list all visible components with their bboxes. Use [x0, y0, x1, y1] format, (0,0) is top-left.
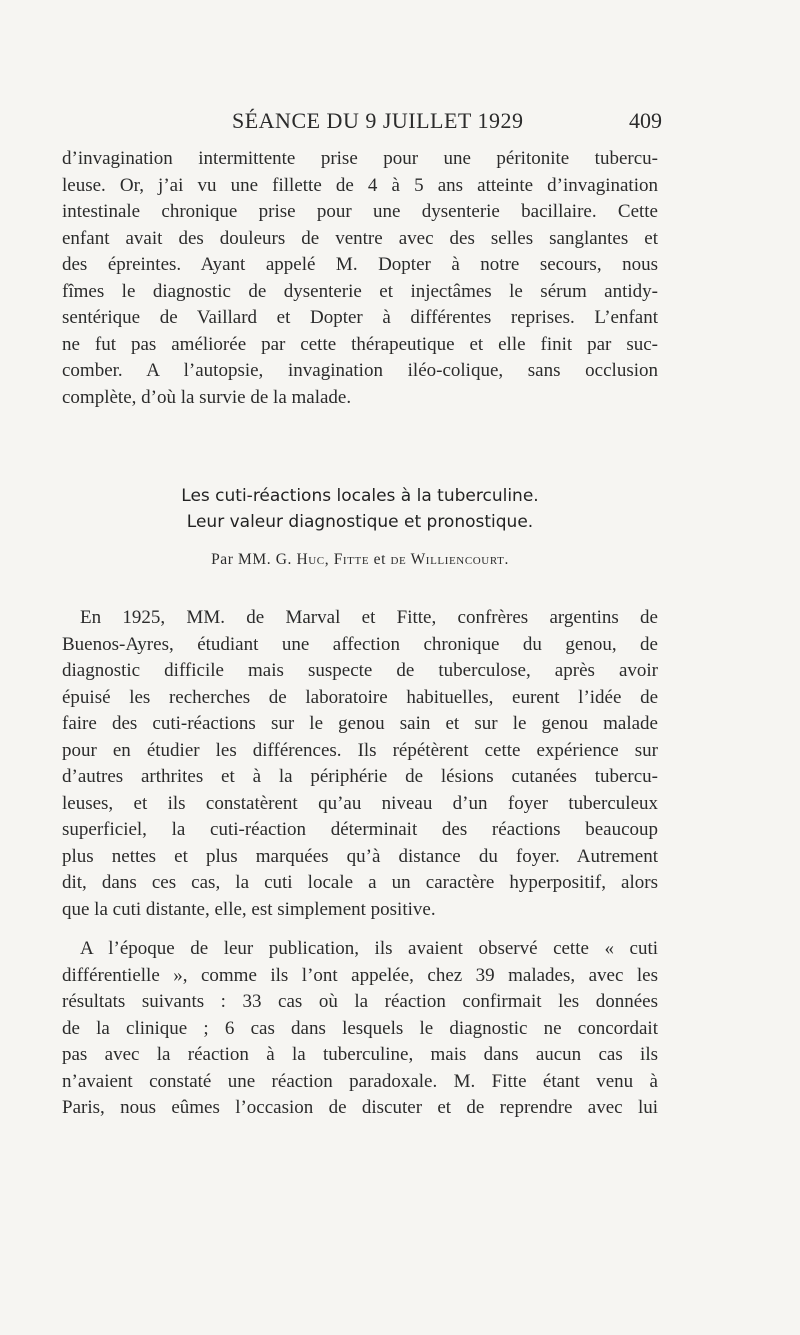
header-title: SÉANCE DU 9 JUILLET 1929: [232, 108, 524, 133]
text-line: pas avec la réaction à la tuberculine, mais dans aucun cas ils: [62, 1044, 658, 1065]
text-line: d’autres arthrites et à la périphérie de lésions cutanées tubercu-: [62, 766, 658, 787]
text-line: que la cuti distante, elle, est simplement positive.: [62, 898, 436, 920]
text-line: d’invagination intermittente prise pour une péritonite tubercu-: [62, 148, 658, 169]
text-line: Paris, nous eûmes l’occasion de discuter et de reprendre avec lui: [62, 1097, 658, 1118]
text-line: des épreintes. Ayant appelé M. Dopter à notre secours, nous: [62, 254, 658, 275]
continuation-paragraph: [62, 146, 658, 411]
text-line: n’avaient constaté une réaction paradoxale. M. Fitte étant venu à: [62, 1070, 658, 1092]
text-line: enfant avait des douleurs de ventre avec des selles sanglantes et: [62, 227, 658, 249]
text-line: leuse. Or, j’ai vu une fillette de 4 à 5 ans atteinte d’invagination: [62, 174, 658, 196]
text-line: faire des cuti-réactions sur le genou sain et sur le genou malade: [62, 713, 658, 734]
article-title-line-2: Leur valeur diagnostique et pronostique.: [186, 512, 534, 532]
text-line: leuses, et ils constatèrent qu’au niveau d’un foyer tuberculeux: [62, 792, 658, 814]
text-line: pour en étudier les différences. Ils répétèrent cette expérience sur: [62, 739, 658, 761]
text-line: En 1925, MM. de Marval et Fitte, confrères argentins de: [80, 607, 658, 628]
text-line: complète, d’où la survie de la malade.: [62, 386, 352, 408]
text-line: dit, dans ces cas, la cuti locale a un caractère hyperpositif, alors: [62, 872, 658, 893]
author-name: Huc,: [296, 551, 330, 568]
text-line: comber. A l’autopsie, invagination iléo-colique, sans occlusion: [62, 360, 658, 381]
article-authors: [62, 551, 658, 569]
text-line: fîmes le diagnostic de dysenterie et injectâmes le sérum antidy-: [62, 280, 658, 302]
body-paragraph-1: [62, 605, 658, 923]
page-number: 409: [629, 108, 662, 133]
text-line: A l’époque de leur publication, ils avaient observé cette « cuti: [80, 938, 658, 959]
article-title-line-1: Les cuti-réactions locales à la tuberculine.: [181, 486, 539, 506]
body-paragraph-2: [62, 936, 658, 1122]
author-name: Fitte: [333, 551, 370, 568]
author-name: de Williencourt.: [390, 551, 509, 568]
text-line: intestinale chronique prise pour une dysenterie bacillaire. Cette: [62, 201, 658, 222]
text-line: sentérique de Vaillard et Dopter à différentes reprises. L’enfant: [62, 307, 658, 328]
text-line: épuisé les recherches de laboratoire habituelles, eurent l’idée de: [62, 686, 658, 708]
authors-conjunction: et: [373, 551, 387, 568]
text-line: superficiel, la cuti-réaction déterminait des réactions beaucoup: [62, 819, 658, 840]
text-line: diagnostic difficile mais suspecte de tuberculose, après avoir: [62, 660, 658, 681]
text-line: différentielle », comme ils l’ont appelée, chez 39 malades, avec les: [62, 964, 658, 986]
text-line: Buenos-Ayres, étudiant une affection chronique du genou, de: [62, 633, 658, 655]
authors-prefix: Par MM. G.: [211, 551, 292, 568]
running-header: [232, 108, 662, 140]
text-line: résultats suivants : 33 cas où la réaction confirmait les données: [62, 991, 658, 1012]
text-line: ne fut pas améliorée par cette thérapeutique et elle finit par suc-: [62, 333, 658, 355]
text-line: de la clinique ; 6 cas dans lesquels le diagnostic ne concordait: [62, 1017, 658, 1039]
text-line: plus nettes et plus marquées qu’à distance du foyer. Autrement: [62, 845, 658, 867]
